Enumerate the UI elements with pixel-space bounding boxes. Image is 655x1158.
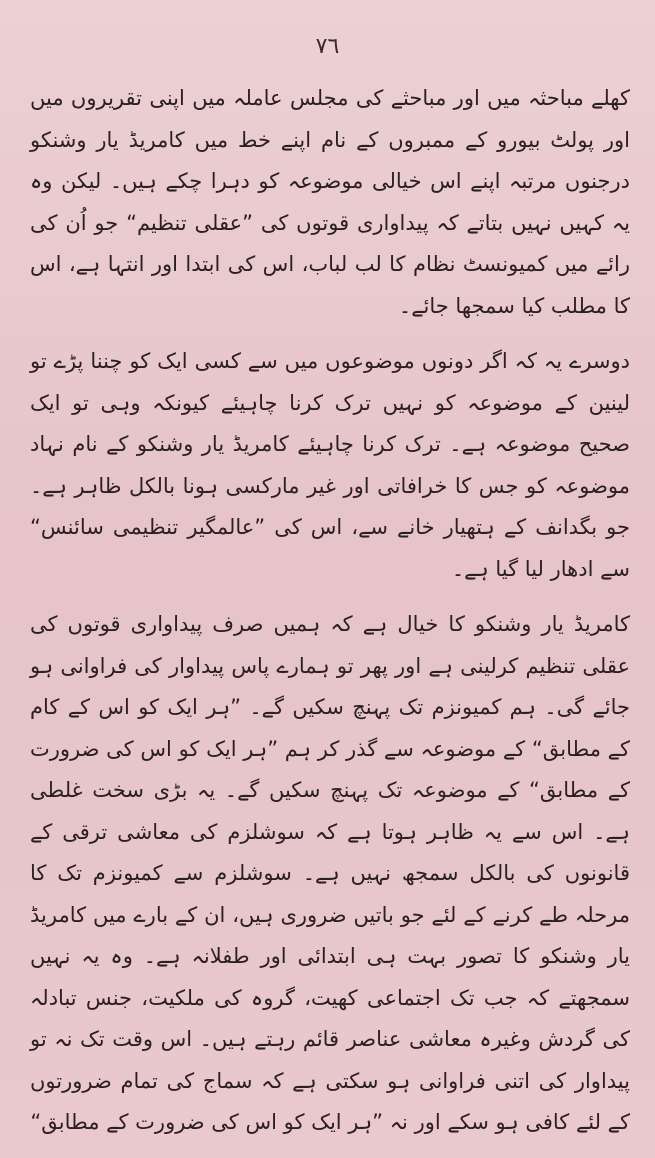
page-number: ٧٦ — [315, 34, 340, 59]
paragraph-2: دوسرے یہ کہ اگر دونوں موضوعوں میں سے کسی ایک کو چننا پڑے تو لینین کے موضوعہ کو نہیں ترک کرنا چاہیئے کیونکہ وہی تو ایک صحیح موضوعہ ہے۔ ترک کرنا چاہیئے کامریڈ یار وشنکو کے نام نہاد موضوعہ کو جس کا خرافاتی اور غیر مارکسی ہونا بالکل ظاہر ہے۔ جو بگدانف کے ہتھیار خانے سے، اس کی ”عالمگیر تنظیمی سائنس“ سے ادھار لیا گیا ہے۔ — [30, 349, 630, 581]
page-body — [30, 78, 630, 1158]
paragraph-3: کامریڈ یار وشنکو کا خیال ہے کہ ہمیں صرف پیداواری قوتوں کی عقلی تنظیم کرلینی ہے اور پھر تو ہمارے پاس پیداوار کی فراوانی ہو جائے گی۔ ہم کمیونزم تک پہنچ سکیں گے۔ ”ہر ایک کو اس کے کام کے مطابق“ کے موضوعہ سے گذر کر ہم ”ہر ایک کو اس کی ضرورت کے مطابق“ کے موضوعہ تک پہنچ سکیں گے۔ یہ بڑی سخت غلطی ہے۔ اس سے یہ ظاہر ہوتا ہے کہ سوشلزم کی معاشی ترقی کے قانونوں کی بالکل سمجھ نہیں ہے۔ سوشلزم سے کمیونزم تک کا مرحلہ طے کرنے کے لئے جو باتیں ضروری ہیں، ان کے بارے میں کامریڈ یار وشنکو کا تصور بہت ہی ابتدائی اور طفلانہ ہے۔ وہ یہ نہیں سمجھتے کہ جب تک اجتماعی کھیت، گروہ کی ملکیت، جنس تبادلہ کی گردش وغیرہ معاشی عناصر قائم رہتے ہیں۔ اس وقت تک نہ تو پیداوار کی اتنی فراوانی ہو سکتی ہے کہ سماج کی تمام ضرورتوں کے لئے کافی ہو سکے اور نہ ”ہر ایک کو اس کی ضرورت کے مطابق“ — [30, 612, 630, 1134]
paragraph-1: کھلے مباحثہ میں اور مباحثے کی مجلس عاملہ میں اپنی تقریروں میں اور پولٹ بیورو کے ممبروں کے نام اپنے خط میں کامریڈ یار وشنکو درجنوں مرتبہ اپنے اس خیالی موضوعہ کو دہرا چکے ہیں۔ لیکن وہ یہ کہیں نہیں بتاتے کہ پیداواری قوتوں کی ”عقلی تنظیم“ جو اُن کی رائے میں کمیونسٹ نظام کا لب لباب، اس کی ابتدا اور انتہا ہے، اس کا مطلب کیا سمجھا جائے۔ — [30, 86, 630, 318]
